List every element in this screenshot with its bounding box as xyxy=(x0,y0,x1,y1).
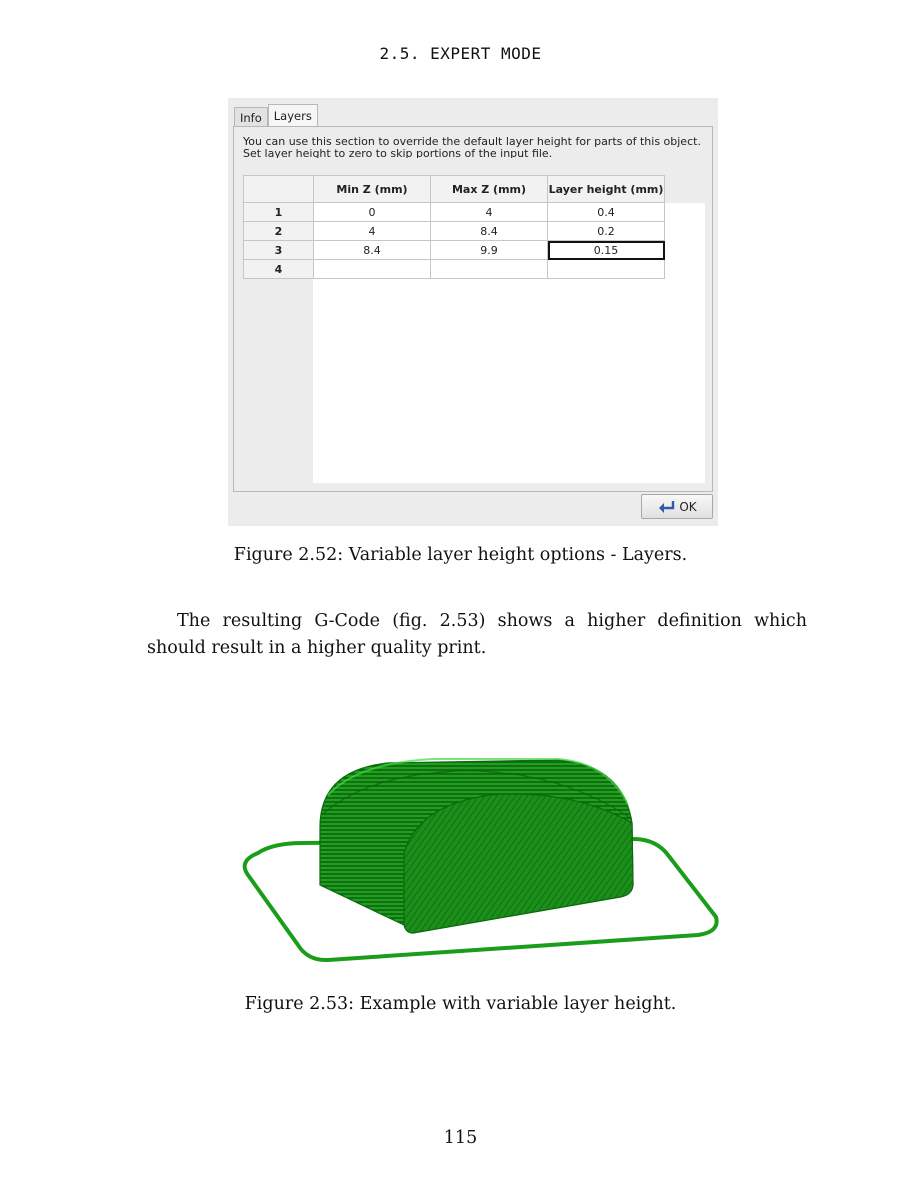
ok-button[interactable] xyxy=(641,494,713,519)
layers-hint-text: You can use this section to override the default layer height for parts of this object. Set layer height to zero to skip portions of the input file. xyxy=(243,136,701,158)
cell-layer-height-selected[interactable]: 0.15 xyxy=(548,241,665,260)
gcode-preview-figure xyxy=(228,735,720,970)
layers-panel xyxy=(233,126,713,492)
cell-min-z[interactable]: 4 xyxy=(314,222,431,241)
col-min-z[interactable]: Min Z (mm) xyxy=(314,176,431,203)
running-header: 2.5. EXPERT MODE xyxy=(379,44,542,63)
page-number: 115 xyxy=(443,1128,478,1148)
row-header[interactable]: 1 xyxy=(244,203,314,222)
table-row xyxy=(244,241,665,260)
row-header[interactable]: 2 xyxy=(244,222,314,241)
table-row xyxy=(244,203,665,222)
cell-layer-height[interactable]: 0.4 xyxy=(548,203,665,222)
ok-label: OK xyxy=(679,499,697,514)
cell-min-z[interactable]: 8.4 xyxy=(314,241,431,260)
cell-max-z[interactable]: 8.4 xyxy=(431,222,548,241)
figure-caption-2-53: Figure 2.53: Example with variable layer height. xyxy=(244,994,677,1014)
tab-layers[interactable]: Layers xyxy=(268,104,318,126)
cell-min-z[interactable]: 0 xyxy=(314,203,431,222)
col-max-z[interactable]: Max Z (mm) xyxy=(431,176,548,203)
cell-min-z[interactable] xyxy=(314,260,431,279)
row-header[interactable]: 3 xyxy=(244,241,314,260)
grid-corner xyxy=(244,176,314,203)
row-header[interactable]: 4 xyxy=(244,260,314,279)
cell-layer-height[interactable] xyxy=(548,260,665,279)
ok-arrow-icon xyxy=(657,500,675,514)
layer-range-grid xyxy=(243,175,665,279)
cell-layer-height[interactable]: 0.2 xyxy=(548,222,665,241)
table-row xyxy=(244,222,665,241)
table-row xyxy=(244,260,665,279)
model-front-face xyxy=(404,794,633,933)
layers-dialog-screenshot xyxy=(228,98,718,526)
figure-caption-2-52: Figure 2.52: Variable layer height options - Layers. xyxy=(233,545,688,565)
body-paragraph: The resulting G-Code (fig. 2.53) shows a higher definition which should result in a higher quality print. xyxy=(147,611,807,658)
cell-max-z[interactable]: 9.9 xyxy=(431,241,548,260)
cell-max-z[interactable]: 4 xyxy=(431,203,548,222)
col-layer-height[interactable]: Layer height (mm) xyxy=(548,176,665,203)
dialog-tabs xyxy=(234,104,318,126)
tab-info[interactable]: Info xyxy=(234,107,268,126)
cell-max-z[interactable] xyxy=(431,260,548,279)
